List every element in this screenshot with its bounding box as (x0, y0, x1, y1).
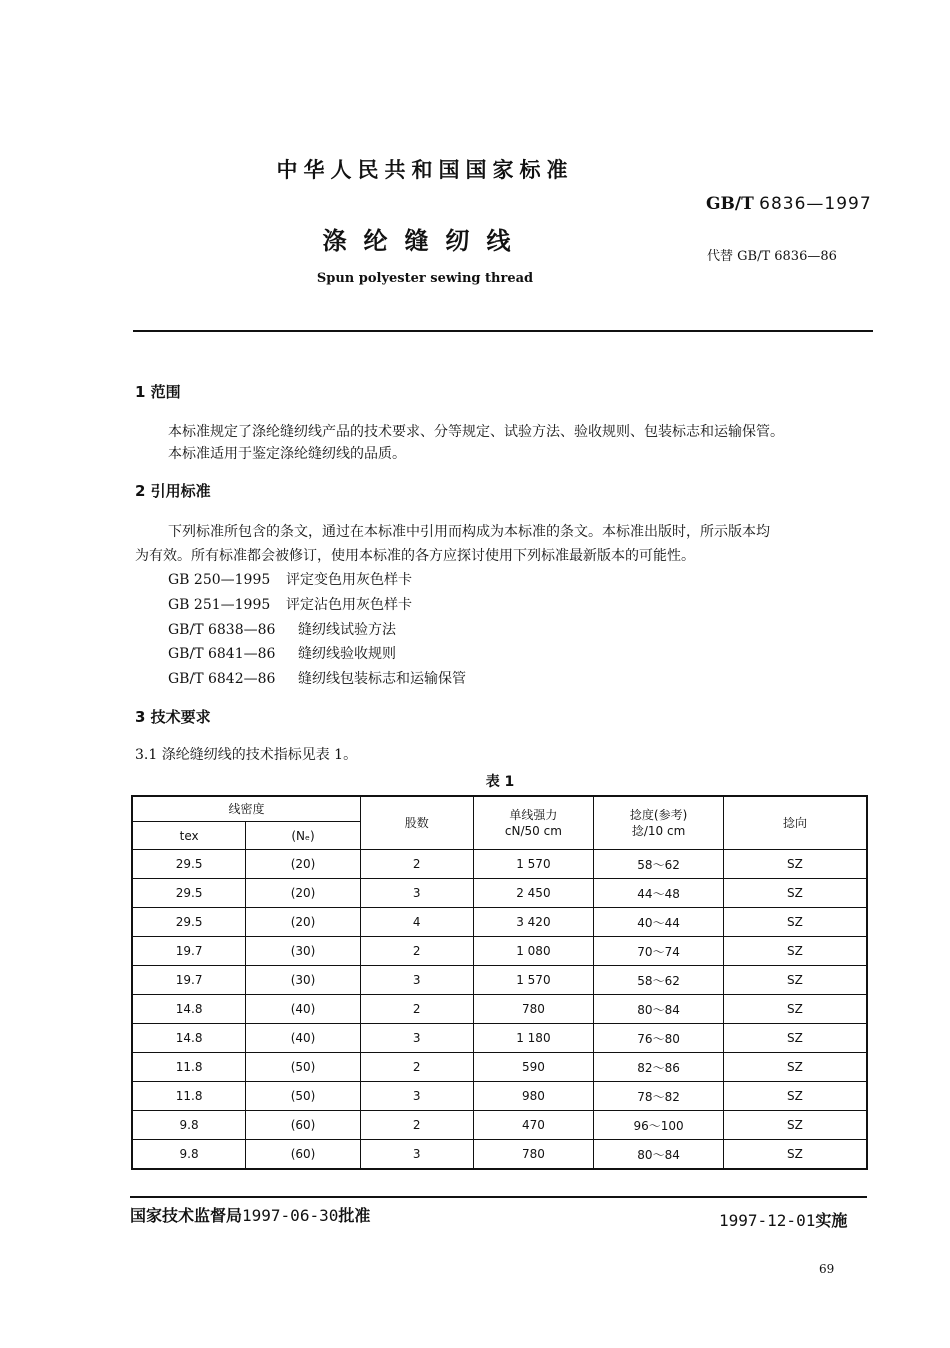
table-row (132, 1082, 867, 1111)
standard-org-title: 中华人民共和国国家标准 (276, 158, 574, 182)
reference-title: 缝纫线试验方法 (298, 622, 396, 638)
table-title: 表 1 (485, 774, 515, 790)
header-ne: (Nₑ) (246, 822, 361, 850)
cell-tex: 29.5 (132, 879, 246, 908)
header-divider (133, 330, 873, 332)
header-twist-direction: 捻向 (723, 796, 867, 850)
table-row (132, 879, 867, 908)
section-1-paragraph-1: 本标准规定了涤纶缝纫线产品的技术要求、分等规定、试验方法、验收规则、包装标志和运输保管。 (168, 424, 784, 440)
cell-ply: 2 (360, 850, 473, 879)
cell-ply: 2 (360, 1111, 473, 1140)
standard-code: 6836—1997 (759, 194, 872, 214)
cell-strength: 1 180 (473, 1024, 594, 1053)
table-row (132, 850, 867, 879)
header-strength-line-2: cN/50 cm (504, 824, 562, 838)
cell-twist: 82～86 (594, 1053, 724, 1082)
reference-item (168, 569, 412, 589)
cell-tex: 14.8 (132, 995, 246, 1024)
cell-strength: 590 (473, 1053, 594, 1082)
cell-ply: 3 (360, 879, 473, 908)
cell-ply: 4 (360, 908, 473, 937)
cell-twist: 80～84 (594, 995, 724, 1024)
cell-strength: 780 (473, 995, 594, 1024)
reference-item (168, 619, 396, 639)
cell-ply: 3 (360, 966, 473, 995)
cell-ne: (50) (246, 1082, 361, 1111)
table-row (132, 937, 867, 966)
header-tex: tex (132, 822, 246, 850)
header-twist (594, 796, 724, 850)
cell-direction: SZ (723, 937, 867, 966)
replaces-note: 代替 GB/T 6836—86 (707, 249, 837, 264)
approval-suffix: 批准 (338, 1206, 371, 1225)
implementation-line (719, 1208, 847, 1231)
cell-twist: 58～62 (594, 850, 724, 879)
cell-tex: 11.8 (132, 1082, 246, 1111)
footer-divider (130, 1196, 867, 1198)
reference-item (168, 594, 412, 614)
reference-title: 评定变色用灰色样卡 (286, 572, 412, 588)
cell-direction: SZ (723, 1053, 867, 1082)
cell-ne: (30) (246, 966, 361, 995)
cell-ne: (60) (246, 1111, 361, 1140)
header-strength-line-1: 单线强力 (509, 808, 558, 822)
cell-direction: SZ (723, 879, 867, 908)
cell-strength: 780 (473, 1140, 594, 1170)
cell-strength: 980 (473, 1082, 594, 1111)
clause-3-1: 3.1 涤纶缝纫线的技术指标见表 1。 (135, 747, 358, 763)
cell-twist: 96～100 (594, 1111, 724, 1140)
section-2-intro-line-1: 下列标准所包含的条文，通过在本标准中引用而构成为本标准的条文。本标准出版时，所示版本均 (168, 524, 770, 540)
cell-twist: 40～44 (594, 908, 724, 937)
standard-number (706, 194, 872, 214)
section-2-heading: 2 引用标准 (135, 482, 211, 500)
cell-ply: 2 (360, 937, 473, 966)
cell-ne: (50) (246, 1053, 361, 1082)
section-1-heading: 1 范围 (135, 383, 181, 401)
header-ply: 股数 (360, 796, 473, 850)
cell-direction: SZ (723, 995, 867, 1024)
cell-direction: SZ (723, 850, 867, 879)
table-row (132, 995, 867, 1024)
cell-ne: (40) (246, 995, 361, 1024)
cell-direction: SZ (723, 1111, 867, 1140)
approval-line (130, 1203, 370, 1226)
cell-direction: SZ (723, 966, 867, 995)
cell-ne: (20) (246, 850, 361, 879)
cell-twist: 80～84 (594, 1140, 724, 1170)
approval-date: 1997-06-30 (242, 1206, 339, 1225)
cell-tex: 14.8 (132, 1024, 246, 1053)
document-title: 涤纶缝纫线 (322, 227, 528, 255)
table-row (132, 908, 867, 937)
header-twist-line-1: 捻度(参考) (629, 808, 688, 822)
cell-tex: 29.5 (132, 908, 246, 937)
table-row (132, 1053, 867, 1082)
table-row (132, 1111, 867, 1140)
cell-direction: SZ (723, 1140, 867, 1170)
implementation-suffix: 实施 (815, 1211, 848, 1230)
english-title: Spun polyester sewing thread (316, 271, 534, 286)
cell-ne: (60) (246, 1140, 361, 1170)
cell-ply: 3 (360, 1082, 473, 1111)
cell-twist: 44～48 (594, 879, 724, 908)
cell-tex: 9.8 (132, 1111, 246, 1140)
cell-twist: 78～82 (594, 1082, 724, 1111)
reference-code: GB 251—1995 (168, 597, 271, 613)
table-row (132, 966, 867, 995)
cell-direction: SZ (723, 1024, 867, 1053)
cell-tex: 29.5 (132, 850, 246, 879)
cell-strength: 2 450 (473, 879, 594, 908)
reference-code: GB/T 6842—86 (168, 671, 276, 687)
reference-title: 缝纫线包装标志和运输保管 (298, 671, 466, 687)
cell-ply: 2 (360, 1053, 473, 1082)
table-row (132, 1140, 867, 1170)
approval-org: 国家技术监督局 (130, 1206, 243, 1225)
cell-tex: 11.8 (132, 1053, 246, 1082)
cell-ply: 3 (360, 1140, 473, 1170)
cell-twist: 70～74 (594, 937, 724, 966)
cell-strength: 1 570 (473, 850, 594, 879)
reference-title: 缝纫线验收规则 (298, 646, 396, 662)
page-number: 69 (819, 1262, 835, 1276)
header-twist-line-2: 捻/10 cm (631, 824, 686, 838)
table-row (132, 1024, 867, 1053)
cell-strength: 3 420 (473, 908, 594, 937)
cell-tex: 19.7 (132, 966, 246, 995)
cell-strength: 1 080 (473, 937, 594, 966)
cell-strength: 1 570 (473, 966, 594, 995)
standard-prefix: GB/T (706, 194, 754, 214)
cell-ne: (20) (246, 908, 361, 937)
reference-code: GB/T 6838—86 (168, 622, 276, 638)
cell-direction: SZ (723, 1082, 867, 1111)
cell-twist: 76～80 (594, 1024, 724, 1053)
cell-ne: (30) (246, 937, 361, 966)
reference-code: GB/T 6841—86 (168, 646, 276, 662)
implementation-date: 1997-12-01 (719, 1211, 816, 1230)
cell-tex: 9.8 (132, 1140, 246, 1170)
section-2-intro-line-2: 为有效。所有标准都会被修订，使用本标准的各方应探讨使用下列标准最新版本的可能性。 (135, 548, 695, 564)
cell-ply: 3 (360, 1024, 473, 1053)
section-3-heading: 3 技术要求 (135, 708, 211, 726)
cell-strength: 470 (473, 1111, 594, 1140)
cell-direction: SZ (723, 908, 867, 937)
cell-tex: 19.7 (132, 937, 246, 966)
cell-twist: 58～62 (594, 966, 724, 995)
reference-code: GB 250—1995 (168, 572, 271, 588)
technical-spec-table (131, 795, 868, 1170)
section-1-paragraph-2: 本标准适用于鉴定涤纶缝纫线的品质。 (168, 446, 406, 462)
reference-item (168, 668, 466, 688)
header-linear-density: 线密度 (132, 796, 360, 822)
cell-ne: (40) (246, 1024, 361, 1053)
reference-title: 评定沾色用灰色样卡 (286, 597, 412, 613)
cell-ply: 2 (360, 995, 473, 1024)
reference-item (168, 643, 396, 663)
header-strength (473, 796, 594, 850)
cell-ne: (20) (246, 879, 361, 908)
